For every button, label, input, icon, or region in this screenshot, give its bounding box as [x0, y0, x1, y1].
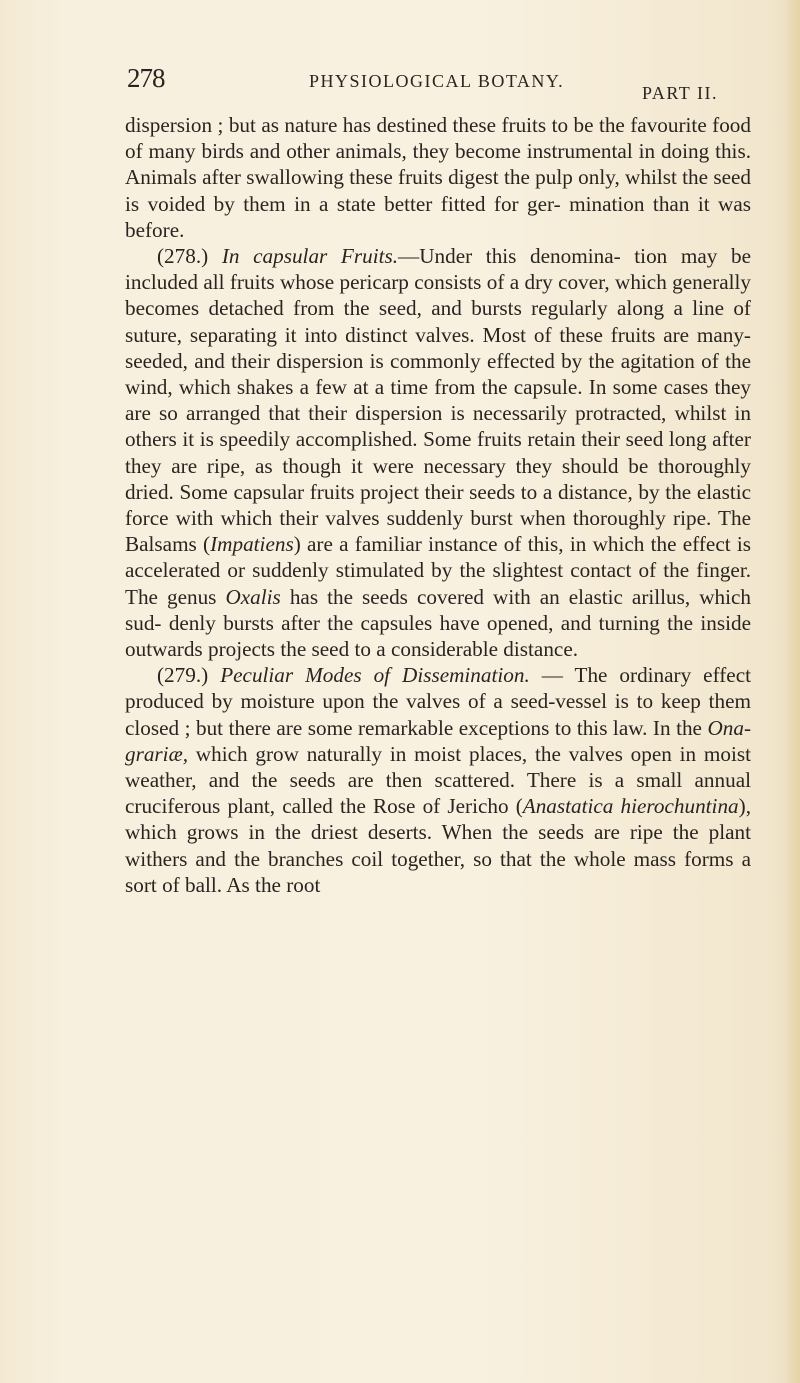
running-head: PHYSIOLOGICAL BOTANY. — [309, 71, 565, 91]
paragraph-278 — [125, 243, 751, 662]
paragraph-text: ), which grows in the driest deserts. When the seeds are ripe the plant withers and the branches coil together, so that the whole mass forms a sort of ball. As the root — [125, 794, 751, 897]
italic-term: Ona- grariæ, — [125, 715, 751, 766]
page-edge — [784, 0, 800, 1383]
paragraph-text: has the seeds covered with an elastic arillus, which sud- denly bursts after the capsules have opened, and turning the inside outwards projects the seed to a considerable distance. — [125, 584, 751, 662]
paragraph-text: which grow naturally in moist places, the valves open in moist weather, and the seeds are then scattered. There is a small annual cruciferous plant, called the Rose of Jericho ( — [125, 741, 751, 819]
page-header — [125, 63, 749, 103]
section-heading: Peculiar Modes of Dissemination. — [220, 663, 530, 688]
text-body — [125, 112, 751, 898]
paragraph-279 — [125, 662, 751, 898]
section-number: (278.) — [157, 244, 209, 269]
italic-term: Anastatica hierochuntina — [522, 794, 739, 819]
paragraph-continuation — [125, 112, 751, 243]
section-number: (279.) — [157, 663, 209, 688]
paragraph-text: dispersion ; but as nature has destined these fruits to be the favourite food of many birds and other animals, they become instrumental in doing this. Animals after swallowing these fruits digest the pulp only, whilst the seed is voided by them in a state better fitted for ger- mination than it was before. — [125, 113, 751, 242]
page-number: 278 — [127, 63, 165, 93]
paragraph-text: —Under this denomina- tion may be included all fruits whose pericarp consists of a dry cover, which generally becomes detached from the seed, and bursts regularly along a line of suture, separating it into distinct valves. Most of these fruits are many-seeded, and their dispersion is commonly effected by the agitation of the wind, which shakes a few at a time from the capsule. In some cases they are so arranged that their dispersion is necessarily protracted, whilst in others it is speedily accomplished. Some fruits retain their seed long after they are ripe, as though it were necessary they should be thoroughly dried. Some capsular fruits project their seeds to a distance, by the elastic force with which their valves suddenly burst when thoroughly ripe. The Balsams ( — [125, 244, 752, 557]
italic-term: Impatiens — [210, 532, 294, 557]
paragraph-text: ) are a familiar instance of this, in which the effect is accelerated or suddenly stimulated by the slightest contact of the finger. The genus — [125, 532, 751, 609]
paragraph-text: — The ordinary effect produced by moisture upon the valves of a seed-vessel is to keep them closed ; but there are some remarkable exceptions to this law. In the — [125, 663, 751, 740]
part-label: PART II. — [642, 83, 718, 103]
italic-term: Oxalis — [225, 584, 281, 609]
section-heading: In capsular Fruits. — [221, 244, 399, 269]
